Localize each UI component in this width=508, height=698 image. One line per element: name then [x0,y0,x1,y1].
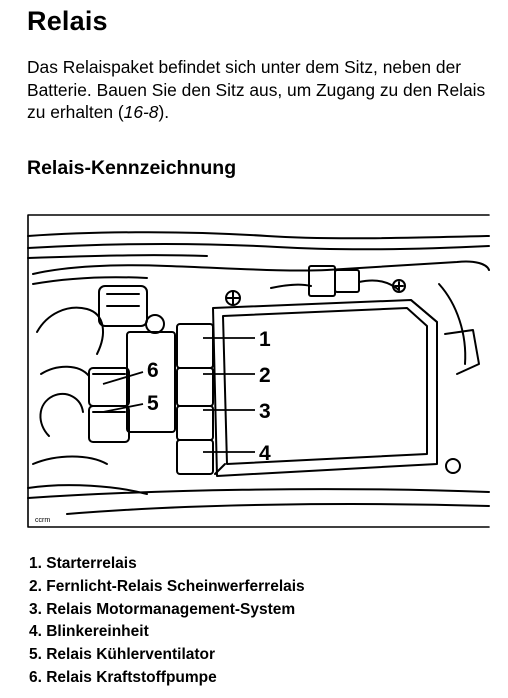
intro-paragraph [27,56,487,124]
callout-3: 3 [259,400,271,423]
page-reference: 16-8 [123,102,159,122]
relay-location-illustration [27,214,490,528]
legend-item: 5. Relais Kühlerventilator [29,646,216,664]
section-title: Relais [27,6,108,36]
relay-legend [29,553,305,690]
figure-ref-code: ccrm [35,517,51,524]
legend-item: 2. Fernlicht-Relais Scheinwerferrelais [29,577,305,595]
legend-item: 1. Starterrelais [29,555,137,572]
legend-item: 4. Blinkereinheit [29,623,149,641]
callout-6: 6 [147,359,159,382]
intro-text: Das Relaispaket befindet sich unter dem Sitz, neben der Batterie. Bauen Sie den Sitz aus, um Zugang zu den Relais zu erhalten ( [27,57,486,122]
section-subtitle: Relais-Kennzeichnung [27,157,237,179]
callout-1: 1 [259,328,271,351]
callout-4: 4 [259,442,271,465]
intro-text-end: ). [158,102,170,122]
legend-item: 6. Relais Kraftstoffpumpe [29,668,217,686]
callout-5: 5 [147,392,159,415]
callout-2: 2 [259,364,271,387]
legend-item: 3. Relais Motormanagement-System [29,600,296,618]
